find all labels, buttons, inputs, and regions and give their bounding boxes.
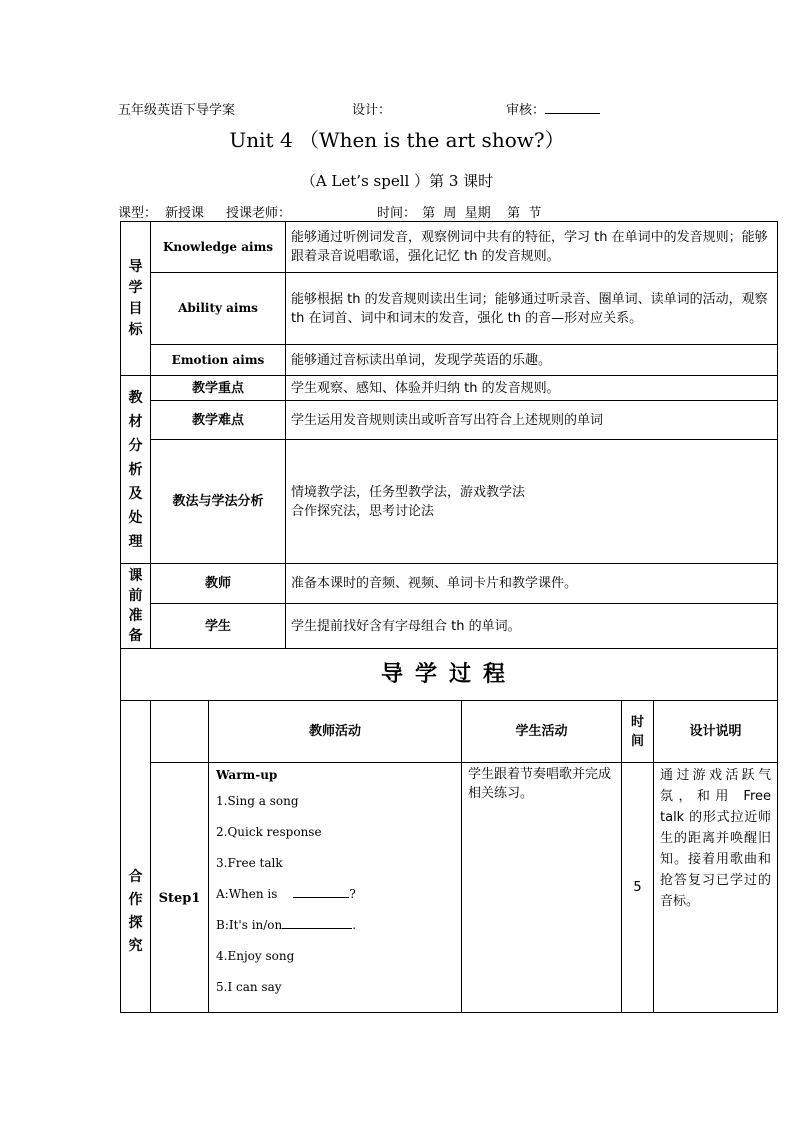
- warmup-heading: Warm-up: [216, 768, 278, 782]
- prep-teacher-text: 准备本课时的音频、视频、单词卡片和教学课件。: [286, 564, 778, 604]
- step-header-blank: [151, 701, 209, 763]
- time-value-cell: 5: [622, 763, 654, 1013]
- knowledge-aims-text: 能够通过听例词发音，观察例词中共有的特征，学习 th 在单词中的发音规则；能够跟着录音说唱歌谣，强化记忆 th 的发音规则。: [286, 222, 778, 273]
- step-item-3: 3.Free talk: [216, 856, 283, 870]
- type-value: 新授课: [157, 202, 212, 222]
- methods-line-1: 情境教学法，任务型教学法，游戏教学法: [291, 484, 526, 500]
- step-item-6: 4.Enjoy song: [216, 949, 295, 963]
- time-label: 时间：: [377, 206, 417, 221]
- review-field: [506, 99, 600, 118]
- prep-teacher-label: 教师: [151, 564, 286, 604]
- difficulty-text: 学生运用发音规则读出或听音写出符合上述规则的单词: [286, 401, 778, 440]
- knowledge-aims-label: Knowledge aims: [151, 222, 286, 273]
- process-section: 合作探究: [121, 701, 151, 1013]
- student-activity: 学生跟着节奏唱歌并完成相关练习。: [462, 763, 622, 1013]
- prep-student-label: 学生: [151, 604, 286, 649]
- teacher-activity-header: 教师活动: [209, 701, 462, 763]
- key-points-label: 教学重点: [151, 376, 286, 401]
- ability-aims-label: Ability aims: [151, 273, 286, 345]
- step-label: Step1: [151, 763, 209, 1013]
- methods-label: 教法与学法分析: [151, 440, 286, 564]
- grade-title: 五年级英语下导学案: [118, 103, 236, 118]
- step-item-7: 5.I can say: [216, 980, 282, 994]
- unit-title: Unit 4 （When is the art show?）: [229, 128, 565, 152]
- prep-section: 课前准备: [121, 564, 151, 649]
- lesson-plan-table: [120, 221, 778, 1013]
- analysis-section: 教材分析及处理: [121, 376, 151, 564]
- difficulty-label: 教学难点: [151, 401, 286, 440]
- lesson-title: （A Let’s spell ）第 3 课时: [300, 172, 494, 190]
- step-item-1: 1.Sing a song: [216, 794, 299, 808]
- student-activity-header: 学生活动: [462, 701, 622, 763]
- teacher-activity: [209, 763, 462, 1013]
- review-label: 审核：: [506, 103, 546, 118]
- type-label: 课型：: [118, 206, 158, 221]
- emotion-aims-label: Emotion aims: [151, 345, 286, 376]
- step-item-2: 2.Quick response: [216, 825, 322, 839]
- prep-student-text: 学生提前找好含有字母组合 th 的单词。: [286, 604, 778, 649]
- design-header: 设计说明: [654, 701, 778, 763]
- methods-line-2: 合作探究法，思考讨论法: [291, 503, 435, 519]
- teacher-blank: [291, 208, 363, 222]
- process-title: 导学过程: [121, 649, 778, 701]
- time-header: 时间: [622, 701, 654, 763]
- step-item-5: B:It's in/on .: [216, 918, 357, 932]
- review-blank: [545, 100, 600, 114]
- teacher-label: 授课老师：: [226, 206, 292, 221]
- goals-section: 导学目标: [121, 222, 151, 376]
- ability-aims-text: 能够根据 th 的发音规则读出生词；能够通过听录音、圈单词、读单词的活动，观察 th 在词首、词中和词末的发音，强化 th 的音—形对应关系。: [286, 273, 778, 345]
- methods-text: [286, 440, 778, 564]
- step-item-4: A:When is ?: [216, 887, 356, 901]
- design-label: 设计：: [352, 103, 392, 118]
- info-line: [118, 202, 547, 222]
- time-value: 第 周 星期 第 节: [416, 202, 547, 222]
- key-points-text: 学生观察、感知、体验并归纳 th 的发音规则。: [286, 376, 778, 401]
- emotion-aims-text: 能够通过音标读出单词，发现学英语的乐趣。: [286, 345, 778, 376]
- design-notes: 通过游戏活跃气氛，和用 Free talk 的形式拉近师生的距离并唤醒旧知。接着用歌曲和抢答复习已学过的音标。: [654, 763, 778, 1013]
